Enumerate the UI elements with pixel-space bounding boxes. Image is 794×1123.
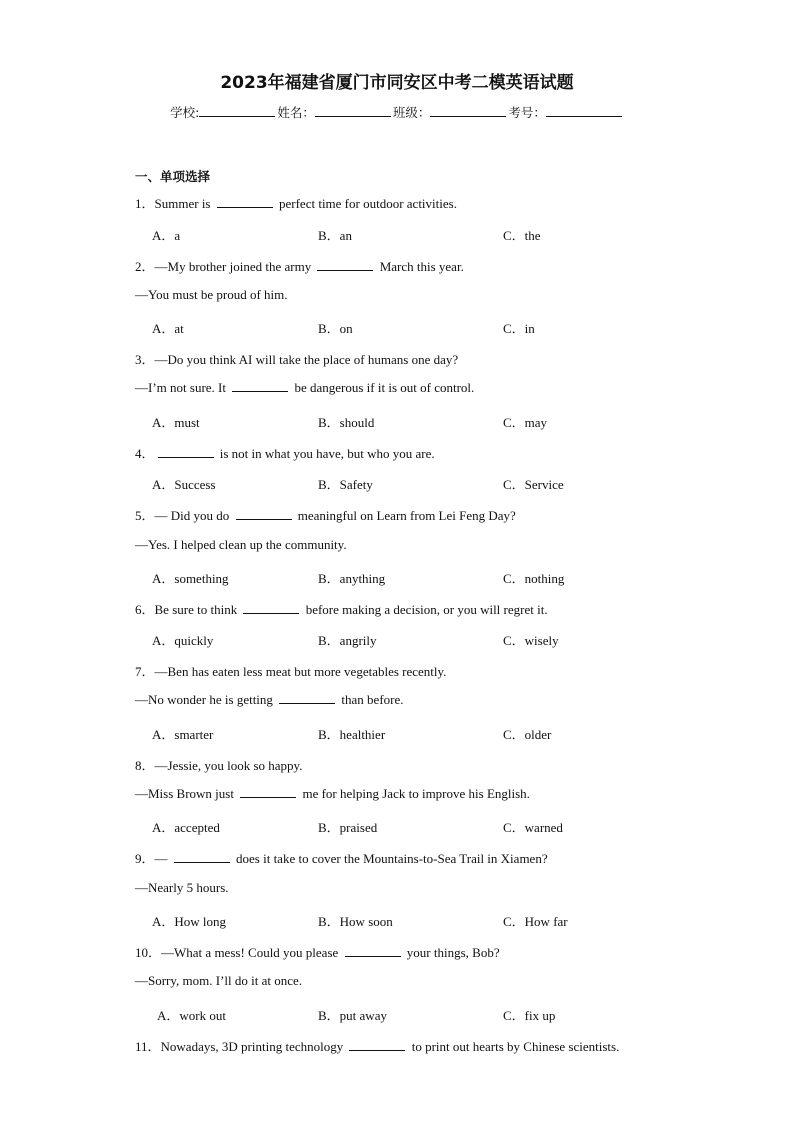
question-text: Nowadays, 3D printing technology — [160, 1039, 347, 1054]
question-text: —Yes. I helped clean up the community. — [135, 537, 347, 552]
question-text: Be sure to think — [154, 602, 241, 617]
question-text: —No wonder he is getting — [135, 692, 277, 707]
answer-option: B．on — [318, 321, 353, 336]
question-text: —Miss Brown just — [135, 786, 238, 801]
question-text: —Nearly 5 hours. — [135, 880, 229, 895]
question-number: 3． — [135, 352, 155, 367]
question-dialogue-line — [135, 692, 404, 708]
question-text: —What a mess! Could you please — [161, 945, 342, 960]
question-text: —You must be proud of him. — [135, 287, 288, 302]
info-field-blank — [315, 105, 391, 117]
answer-blank — [243, 603, 299, 614]
answer-blank — [349, 1040, 405, 1051]
answer-blank — [217, 197, 273, 208]
question-text: —Do you think AI will take the place of humans one day? — [154, 352, 459, 367]
answer-option: A．How long — [152, 914, 227, 929]
answer-option: A．something — [152, 571, 229, 586]
answer-option: C．may — [503, 415, 548, 430]
answer-blank — [345, 946, 401, 957]
answer-option: A．at — [152, 321, 184, 336]
question-dialogue-line — [135, 880, 229, 896]
question-number: 1． — [135, 196, 155, 211]
question-text: — — [154, 851, 171, 866]
section-title: 一、单项选择 — [135, 169, 211, 184]
answer-blank — [236, 509, 292, 520]
question-number: 5． — [135, 508, 155, 523]
question-text: — Did you do — [154, 508, 233, 523]
info-field-blank — [199, 105, 275, 117]
answer-option: C．warned — [503, 820, 563, 835]
answer-option: B．praised — [318, 820, 378, 835]
question-number: 7． — [135, 664, 155, 679]
question-text: —My brother joined the army — [154, 259, 315, 274]
answer-option: A．Success — [152, 477, 216, 492]
question-text: does it take to cover the Mountains-to-Sea Trail in Xiamen? — [232, 851, 548, 866]
question-text: March this year. — [376, 259, 464, 274]
question-stem — [135, 443, 435, 462]
answer-option: A．work out — [157, 1008, 226, 1023]
question-stem — [135, 661, 446, 680]
student-info-line — [0, 103, 794, 121]
question-stem — [135, 1036, 619, 1055]
answer-option: C．fix up — [503, 1008, 556, 1023]
question-stem — [135, 848, 548, 867]
question-text: perfect time for outdoor activities. — [275, 196, 457, 211]
answer-option: A．smarter — [152, 727, 214, 742]
question-number: 4． — [135, 446, 155, 461]
question-stem — [135, 505, 516, 524]
page-title: 2023年福建省厦门市同安区中考二模英语试题 — [220, 73, 574, 93]
question-text: —Sorry, mom. I’ll do it at once. — [135, 973, 303, 988]
answer-option: B．anything — [318, 571, 386, 586]
question-text: your things, Bob? — [403, 945, 500, 960]
answer-option: B．put away — [318, 1008, 387, 1023]
question-text: —I’m not sure. It — [135, 380, 230, 395]
question-text: Summer is — [154, 196, 214, 211]
question-stem — [135, 599, 548, 618]
question-stem — [135, 193, 457, 212]
question-number: 11． — [135, 1039, 161, 1054]
question-dialogue-line — [135, 380, 474, 396]
question-text: —Jessie, you look so happy. — [154, 758, 303, 773]
info-field-blank — [546, 105, 622, 117]
info-field-label: 姓名： — [277, 105, 315, 120]
question-dialogue-line — [135, 537, 347, 553]
question-text: to print out hearts by Chinese scientists. — [408, 1039, 620, 1054]
answer-blank — [240, 787, 296, 798]
answer-option: A．a — [152, 228, 181, 243]
answer-option: C．Service — [503, 477, 564, 492]
answer-option: A．quickly — [152, 633, 214, 648]
answer-option: C．older — [503, 727, 552, 742]
question-dialogue-line — [135, 973, 302, 989]
answer-option: A．must — [152, 415, 200, 430]
info-field-label: 学校: — [170, 105, 200, 120]
answer-blank — [158, 447, 214, 458]
question-dialogue-line — [135, 287, 288, 303]
question-stem — [135, 256, 464, 275]
answer-option: B．healthier — [318, 727, 386, 742]
answer-option: C．in — [503, 321, 535, 336]
answer-blank — [279, 693, 335, 704]
question-text: before making a decision, or you will regret it. — [302, 602, 548, 617]
answer-option: B．Safety — [318, 477, 373, 492]
question-number: 10． — [135, 945, 162, 960]
question-number: 8． — [135, 758, 155, 773]
question-text: than before. — [338, 692, 404, 707]
question-dialogue-line — [135, 786, 530, 802]
answer-option: A．accepted — [152, 820, 220, 835]
answer-option: C．wisely — [503, 633, 559, 648]
answer-option: B．How soon — [318, 914, 393, 929]
question-number: 9． — [135, 851, 155, 866]
question-stem — [135, 755, 302, 774]
question-text: be dangerous if it is out of control. — [291, 380, 475, 395]
question-text: meaningful on Learn from Lei Feng Day? — [294, 508, 516, 523]
answer-option: C．nothing — [503, 571, 565, 586]
info-field-label: 考号： — [508, 105, 546, 120]
answer-option: C．the — [503, 228, 541, 243]
answer-option: C．How far — [503, 914, 568, 929]
answer-option: B．should — [318, 415, 375, 430]
question-number: 6． — [135, 602, 155, 617]
question-stem — [135, 349, 458, 368]
info-field-blank — [430, 105, 506, 117]
answer-option: B．angrily — [318, 633, 377, 648]
question-text: me for helping Jack to improve his English. — [299, 786, 530, 801]
question-text: —Ben has eaten less meat but more vegetables recently. — [154, 664, 447, 679]
answer-option: B．an — [318, 228, 352, 243]
answer-blank — [317, 260, 373, 271]
answer-blank — [174, 852, 230, 863]
answer-blank — [232, 381, 288, 392]
question-number: 2． — [135, 259, 155, 274]
question-stem — [135, 942, 500, 961]
info-field-label: 班级： — [392, 105, 431, 120]
question-text: is not in what you have, but who you are. — [216, 446, 435, 461]
